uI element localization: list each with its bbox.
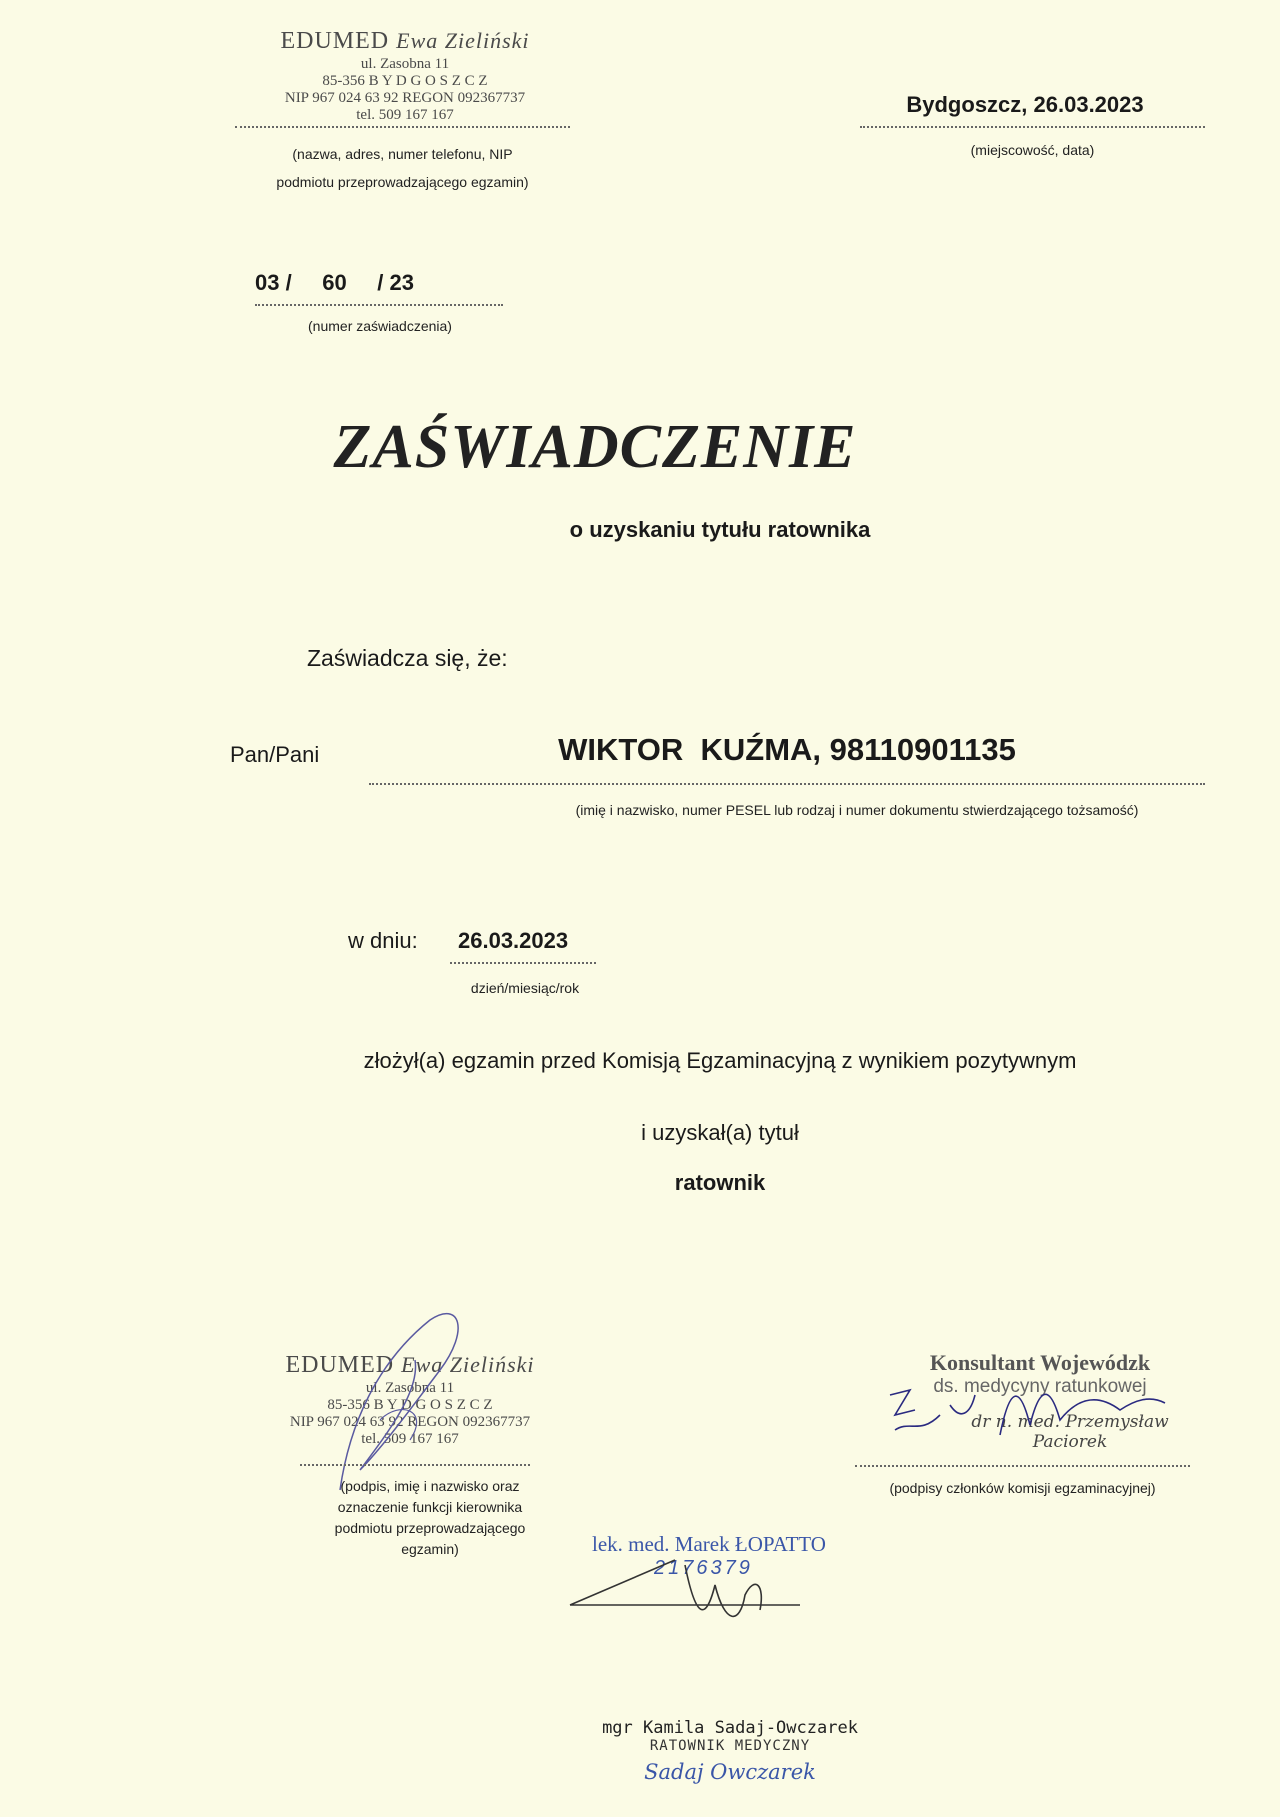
place-date: Bydgoszcz, 26.03.2023 [906,92,1144,117]
certificate-number-dotted-line [255,304,503,306]
statement-title: i uzyskał(a) tytuł [641,1120,799,1145]
consultant-stamp-line1: Konsultant Wojewódzk [929,1350,1151,1375]
head-stamp-ids: NIP 967 024 63 92 REGON 092367737 [289,1414,531,1431]
issuer-stamp [235,28,575,125]
issuer-caption-line2: podmiotu przeprowadzającego egzamin) [276,174,529,190]
issuer-stamp-owner: Ewa Zieliński [396,28,530,53]
paramedic-stamp-line1: mgr Kamila Sadaj-Owczarek [602,1718,858,1738]
intro-text: Zaświadcza się, że: [307,645,508,671]
doctor-stamp-line1: lek. med. Marek ŁOPATTO [592,1532,826,1556]
head-stamp-street: ul. Zasobna 11 [365,1379,455,1396]
issuer-stamp-name: EDUMED [280,28,390,54]
head-stamp-city: 85-356 B Y D G O S Z C Z [327,1396,493,1413]
date-caption: dzień/miesiąc/rok [470,980,580,996]
consultant-signature [880,1375,1170,1455]
paramedic-signature: Sadaj Owczarek [644,1760,816,1784]
statement-ratownik: ratownik [674,1170,766,1195]
issuer-stamp-street: ul. Zasobna 11 [360,55,450,72]
consultant-stamp-line2: ds. medycyny ratunkowej [933,1376,1147,1397]
head-caption: (podpis, imię i nazwisko oraz oznaczenie funkcji kierownika podmiotu przeprowadzającego egzamin) [334,1478,526,1557]
date-dotted-line [450,962,596,964]
page-title: ZAŚWIADCZENIE [333,413,857,481]
issuer-caption-line1: (nazwa, adres, numer telefonu, NIP [292,146,513,162]
head-stamp-phone: tel. 509 167 167 [361,1431,459,1448]
place-date-caption: (miejscowość, data) [970,142,1095,158]
issuer-caption [230,140,575,196]
issuer-stamp-phone: tel. 509 167 167 [356,107,454,124]
certificate-number: 03 / 60 / 23 [255,270,414,295]
subtitle: o uzyskaniu tytułu ratownika [569,517,871,542]
issuer-stamp-city: 85-356 B Y D G O S Z C Z [322,72,488,89]
place-date-dotted-line [860,126,1205,128]
head-stamp-owner: Ewa Zieliński [401,1352,535,1377]
doctor-signature [565,1555,805,1635]
paramedic-stamp [600,1718,860,1784]
paramedic-stamp-line2: RATOWNIK MEDYCZNY [649,1738,811,1754]
person-caption: (imię i nazwisko, numer PESEL lub rodzaj i numer dokumentu stwierdzającego tożsamość) [575,802,1139,818]
person-dotted-line [369,783,1205,785]
commission-dotted-line [855,1465,1190,1467]
issuer-stamp-ids: NIP 967 024 63 92 REGON 092367737 [284,90,526,107]
date-label: w dniu: [348,928,418,953]
date-value: 26.03.2023 [458,928,569,953]
person-value: WIKTOR KUŹMA, 98110901135 [558,732,1016,767]
consultant-stamp-line3: dr n. med. Przemysław Paciorek [971,1412,1169,1452]
head-dotted-line [300,1464,530,1466]
issuer-dotted-line [235,126,570,128]
doctor-stamp-line2: 2176379 [654,1557,753,1579]
statement-exam: złożył(a) egzamin przed Komisją Egzaminacyjną z wynikiem pozytywnym [363,1048,1077,1073]
head-stamp-name: EDUMED [285,1352,395,1378]
certificate-number-caption: (numer zaświadczenia) [308,318,452,334]
commission-caption: (podpisy członków komisji egzaminacyjnej) [889,1480,1156,1496]
head-signature [320,1300,500,1500]
person-label: Pan/Pani [230,742,320,767]
